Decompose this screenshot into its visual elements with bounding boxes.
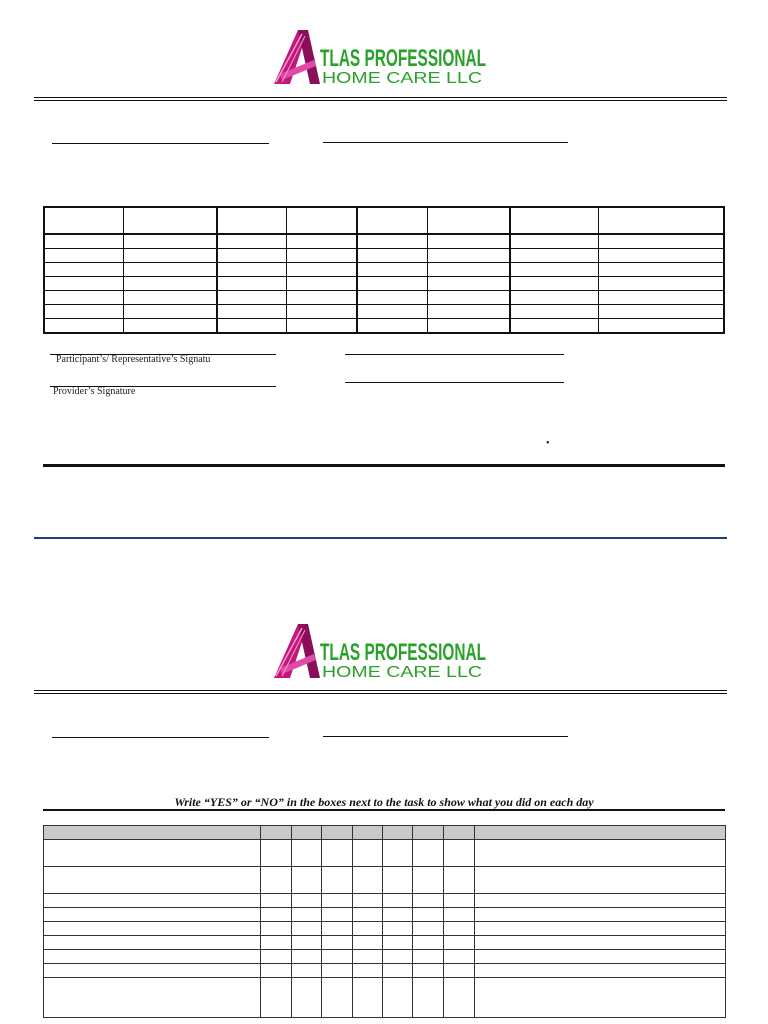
day-cell[interactable] (413, 840, 444, 867)
header-cell (357, 207, 427, 234)
day-cell[interactable] (291, 894, 321, 908)
table-cell[interactable] (357, 291, 427, 305)
day-cell[interactable] (413, 922, 444, 936)
day-cell[interactable] (291, 936, 321, 950)
page1-footer-rule (43, 464, 725, 467)
table-cell[interactable] (123, 291, 217, 305)
day-cell[interactable] (321, 840, 352, 867)
day-cell[interactable] (413, 936, 444, 950)
task-table (43, 825, 726, 1018)
day-cell[interactable] (352, 978, 383, 1018)
day-cell[interactable] (383, 867, 413, 894)
task-row (44, 950, 726, 964)
day-cell[interactable] (260, 867, 291, 894)
table-cell[interactable] (427, 305, 510, 319)
header-rule-bottom (34, 100, 727, 101)
header-cell (599, 207, 724, 234)
table-cell[interactable] (44, 291, 123, 305)
day-cell[interactable] (383, 964, 413, 978)
task-row (44, 867, 726, 894)
table-cell[interactable] (357, 263, 427, 277)
day-cell[interactable] (291, 978, 321, 1018)
day-cell[interactable] (352, 908, 383, 922)
day-cell[interactable] (321, 908, 352, 922)
table-cell[interactable] (287, 291, 357, 305)
table-cell[interactable] (510, 291, 598, 305)
header-cell (510, 207, 598, 234)
table-row (44, 319, 724, 334)
participant-date-line[interactable] (345, 354, 564, 355)
day-cell[interactable] (413, 867, 444, 894)
header-cell (475, 826, 726, 840)
table-cell[interactable] (44, 263, 123, 277)
task-cell (44, 936, 261, 950)
table-cell[interactable] (510, 319, 598, 334)
day-cell[interactable] (413, 894, 444, 908)
table-cell[interactable] (44, 319, 123, 334)
notes-cell[interactable] (475, 867, 726, 894)
table-row (44, 291, 724, 305)
table-cell[interactable] (599, 277, 724, 291)
day-cell[interactable] (291, 950, 321, 964)
table-cell[interactable] (287, 305, 357, 319)
day-cell[interactable] (321, 894, 352, 908)
day-cell[interactable] (352, 936, 383, 950)
logo-page1 (262, 16, 502, 92)
atlas-logo-icon (262, 16, 502, 92)
header-cell (444, 826, 475, 840)
task-cell (44, 867, 261, 894)
day-cell[interactable] (260, 950, 291, 964)
day-cell[interactable] (260, 964, 291, 978)
table-cell[interactable] (427, 291, 510, 305)
header-rule-top (34, 97, 727, 98)
table-row (44, 249, 724, 263)
header-cell (217, 207, 286, 234)
day-cell[interactable] (444, 894, 475, 908)
task-cell (44, 908, 261, 922)
table-row (44, 234, 724, 249)
timesheet-table (43, 206, 725, 334)
logo-subtitle-text: HOME CARE LLC (322, 664, 482, 681)
header-cell (260, 826, 291, 840)
header-cell (291, 826, 321, 840)
table-cell[interactable] (123, 234, 217, 249)
day-cell[interactable] (383, 908, 413, 922)
table-row (44, 277, 724, 291)
table-cell[interactable] (287, 277, 357, 291)
day-cell[interactable] (260, 922, 291, 936)
table-cell[interactable] (287, 234, 357, 249)
table-cell[interactable] (510, 277, 598, 291)
table-cell[interactable] (217, 234, 286, 249)
name-line-left[interactable] (52, 737, 269, 738)
day-cell[interactable] (260, 894, 291, 908)
table-cell[interactable] (427, 319, 510, 334)
table-cell[interactable] (123, 263, 217, 277)
day-cell[interactable] (444, 964, 475, 978)
day-cell[interactable] (444, 922, 475, 936)
day-cell[interactable] (383, 978, 413, 1018)
table-cell[interactable] (217, 319, 286, 334)
day-cell[interactable] (291, 964, 321, 978)
day-cell[interactable] (383, 922, 413, 936)
day-cell[interactable] (352, 922, 383, 936)
header-cell (321, 826, 352, 840)
header-cell (383, 826, 413, 840)
name-line-left[interactable] (52, 143, 269, 144)
table-cell[interactable] (357, 249, 427, 263)
day-cell[interactable] (444, 867, 475, 894)
provider-signature-label: Provider’s Signature (53, 386, 136, 397)
table-cell[interactable] (599, 319, 724, 334)
task-row (44, 964, 726, 978)
provider-date-line[interactable] (345, 382, 564, 383)
day-cell[interactable] (352, 867, 383, 894)
table-cell[interactable] (427, 263, 510, 277)
header-rule-bottom (34, 693, 727, 694)
instruction-text: Write “YES” or “NO” in the boxes next to the task to show what you did on each day (174, 795, 594, 809)
table-cell[interactable] (510, 234, 598, 249)
table-cell[interactable] (287, 263, 357, 277)
table-row (44, 263, 724, 277)
table-cell[interactable] (357, 277, 427, 291)
day-cell[interactable] (444, 936, 475, 950)
day-cell[interactable] (260, 978, 291, 1018)
task-cell (44, 894, 261, 908)
table-cell[interactable] (510, 249, 598, 263)
table-cell[interactable] (599, 305, 724, 319)
notes-cell[interactable] (475, 936, 726, 950)
task-row (44, 922, 726, 936)
table-cell[interactable] (599, 263, 724, 277)
table-cell[interactable] (123, 319, 217, 334)
table-cell[interactable] (217, 263, 286, 277)
table-cell[interactable] (427, 249, 510, 263)
day-cell[interactable] (260, 908, 291, 922)
notes-cell[interactable] (475, 922, 726, 936)
atlas-logo-icon (262, 610, 502, 686)
task-row (44, 840, 726, 867)
day-cell[interactable] (321, 978, 352, 1018)
header-cell (413, 826, 444, 840)
task-row (44, 936, 726, 950)
table-cell[interactable] (217, 277, 286, 291)
logo-subtitle-text: HOME CARE LLC (322, 70, 482, 87)
day-cell[interactable] (321, 936, 352, 950)
day-cell[interactable] (444, 840, 475, 867)
task-cell (44, 840, 261, 867)
day-cell[interactable] (321, 964, 352, 978)
day-cell[interactable] (413, 908, 444, 922)
header-cell (352, 826, 383, 840)
task-cell (44, 978, 261, 1018)
table-cell[interactable] (44, 277, 123, 291)
logo-title-text: TLAS PROFESSIONAL (320, 45, 486, 72)
notes-cell[interactable] (475, 950, 726, 964)
notes-cell[interactable] (475, 894, 726, 908)
task-cell (44, 922, 261, 936)
day-cell[interactable] (291, 840, 321, 867)
task-cell (44, 964, 261, 978)
table-cell[interactable] (510, 263, 598, 277)
table-cell[interactable] (123, 277, 217, 291)
logo-page2 (262, 610, 502, 686)
notes-cell[interactable] (475, 840, 726, 867)
day-cell[interactable] (383, 894, 413, 908)
task-cell (44, 950, 261, 964)
bullet-dot: • (546, 438, 550, 449)
day-cell[interactable] (383, 950, 413, 964)
day-cell[interactable] (444, 908, 475, 922)
table-cell[interactable] (357, 319, 427, 334)
table-cell[interactable] (44, 249, 123, 263)
header-rule-top (34, 690, 727, 691)
day-cell[interactable] (352, 950, 383, 964)
page-divider (34, 537, 727, 539)
task-header-row (44, 826, 726, 840)
header-cell (44, 207, 123, 234)
day-cell[interactable] (321, 867, 352, 894)
task-row (44, 894, 726, 908)
table-cell[interactable] (217, 291, 286, 305)
task-row (44, 908, 726, 922)
table-cell[interactable] (510, 305, 598, 319)
day-cell[interactable] (444, 978, 475, 1018)
table-row (44, 305, 724, 319)
table-cell[interactable] (217, 305, 286, 319)
table-cell[interactable] (427, 234, 510, 249)
day-cell[interactable] (291, 922, 321, 936)
day-cell[interactable] (260, 840, 291, 867)
notes-cell[interactable] (475, 908, 726, 922)
table-cell[interactable] (427, 277, 510, 291)
day-cell[interactable] (413, 978, 444, 1018)
day-cell[interactable] (444, 950, 475, 964)
day-cell[interactable] (383, 840, 413, 867)
day-cell[interactable] (413, 964, 444, 978)
day-cell[interactable] (291, 908, 321, 922)
table-cell[interactable] (287, 319, 357, 334)
table-cell[interactable] (599, 291, 724, 305)
header-cell (44, 826, 261, 840)
day-cell[interactable] (321, 950, 352, 964)
table-cell[interactable] (44, 305, 123, 319)
table-cell[interactable] (217, 249, 286, 263)
table-cell[interactable] (599, 249, 724, 263)
notes-cell[interactable] (475, 978, 726, 1018)
day-cell[interactable] (291, 867, 321, 894)
table-cell[interactable] (123, 305, 217, 319)
participant-signature-label: Participant’s/ Representative’s Signatu (56, 354, 211, 365)
day-cell[interactable] (260, 936, 291, 950)
header-cell (287, 207, 357, 234)
day-cell[interactable] (321, 922, 352, 936)
task-row (44, 978, 726, 1018)
day-cell[interactable] (352, 894, 383, 908)
day-cell[interactable] (383, 936, 413, 950)
day-cell[interactable] (352, 840, 383, 867)
instruction-rule (43, 809, 725, 811)
table-cell[interactable] (123, 249, 217, 263)
logo-title-text: TLAS PROFESSIONAL (320, 639, 486, 666)
day-cell[interactable] (352, 964, 383, 978)
table-cell[interactable] (44, 234, 123, 249)
table-header-row (44, 207, 724, 234)
header-cell (427, 207, 510, 234)
table-cell[interactable] (287, 249, 357, 263)
table-cell[interactable] (599, 234, 724, 249)
header-cell (123, 207, 217, 234)
table-cell[interactable] (357, 234, 427, 249)
day-cell[interactable] (413, 950, 444, 964)
name-line-right[interactable] (323, 736, 568, 737)
table-cell[interactable] (357, 305, 427, 319)
notes-cell[interactable] (475, 964, 726, 978)
name-line-right[interactable] (323, 142, 568, 143)
